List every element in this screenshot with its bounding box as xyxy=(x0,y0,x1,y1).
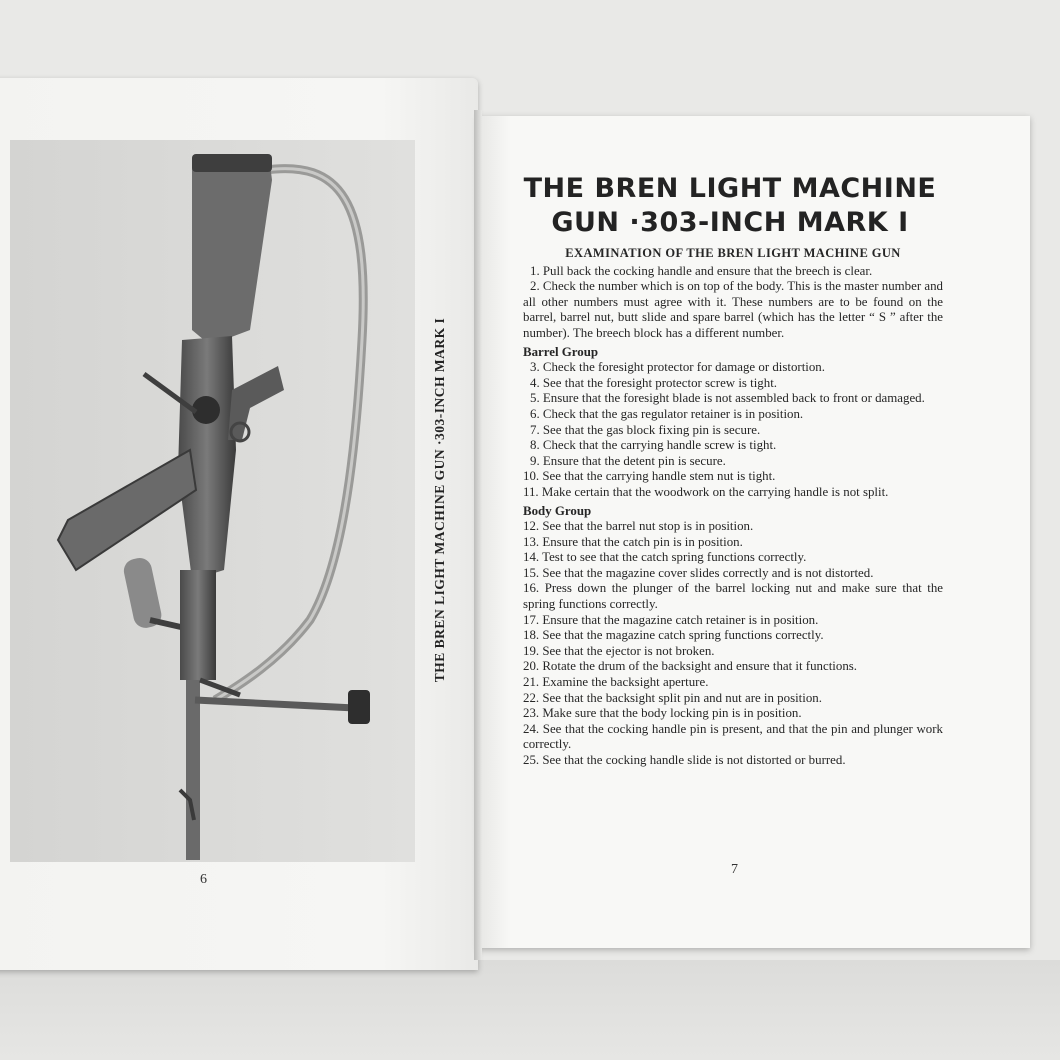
list-item: 18. See that the magazine catch spring functions correctly. xyxy=(523,628,824,643)
examination-text xyxy=(523,246,943,769)
list-item: 6. Check that the gas regulator retainer is in position. xyxy=(530,406,804,421)
list-item: 4. See that the foresight protector screw is tight. xyxy=(530,375,778,390)
title-line-2: GUN ·303-INCH MARK I xyxy=(551,207,909,238)
right-page-number: 7 xyxy=(731,862,738,877)
body-group-items xyxy=(523,519,943,769)
list-item: 8. Check that the carrying handle screw is tight. xyxy=(530,438,777,453)
list-item: 12. See that the barrel nut stop is in position. xyxy=(523,519,754,534)
barrel-group-heading: Barrel Group xyxy=(523,344,599,359)
running-head: THE BREN LIGHT MACHINE GUN ·303-INCH MARK I xyxy=(432,317,447,683)
list-item: 2. Check the number which is on top of the body. This is the master number and all other numbers must agree with it. These numbers are to be found on the barrel, barrel nut, butt slide and spare barrel (which has the letter “ S ” after the number). The breech block has a different number. xyxy=(523,279,943,340)
list-item: 14. Test to see that the catch spring functions correctly. xyxy=(523,550,807,565)
page-title xyxy=(500,172,960,240)
list-item: 7. See that the gas block fixing pin is secure. xyxy=(530,422,761,437)
book-gutter xyxy=(474,110,482,960)
list-item: 19. See that the ejector is not broken. xyxy=(523,643,715,658)
list-item: 13. Ensure that the catch pin is in position. xyxy=(523,534,743,549)
left-page-number: 6 xyxy=(200,872,207,887)
list-item: 20. Rotate the drum of the backsight and ensure that it functions. xyxy=(523,659,858,674)
list-item: 23. Make sure that the body locking pin is in position. xyxy=(523,706,802,721)
list-item: 21. Examine the backsight aperture. xyxy=(523,675,709,690)
list-item: 17. Ensure that the magazine catch retainer is in position. xyxy=(523,612,819,627)
list-item: 5. Ensure that the foresight blade is not assembled back to front or damaged. xyxy=(530,391,925,406)
list-item: 11. Make certain that the woodwork on the carrying handle is not split. xyxy=(523,484,889,499)
list-item: 24. See that the cocking handle pin is present, and that the pin and plunger work correctly. xyxy=(523,721,943,752)
title-line-1: THE BREN LIGHT MACHINE xyxy=(523,173,937,204)
barrel-group-items xyxy=(523,360,943,500)
list-item: 25. See that the cocking handle slide is not distorted or burred. xyxy=(523,753,846,767)
list-item: 1. Pull back the cocking handle and ensure that the breech is clear. xyxy=(530,263,873,278)
list-item: 10. See that the carrying handle stem nut is tight. xyxy=(523,469,776,484)
list-item: 9. Ensure that the detent pin is secure. xyxy=(530,453,726,468)
body-group-heading: Body Group xyxy=(523,503,592,518)
list-item: 3. Check the foresight protector for damage or distortion. xyxy=(530,360,825,375)
list-item: 16. Press down the plunger of the barrel locking nut and make sure that the spring functions correctly. xyxy=(523,581,943,612)
list-item: 22. See that the backsight split pin and nut are in position. xyxy=(523,690,822,705)
list-item: 15. See that the magazine cover slides correctly and is not distorted. xyxy=(523,565,874,580)
section-heading: EXAMINATION OF THE BREN LIGHT MACHINE GUN xyxy=(565,246,901,260)
table-surface xyxy=(0,960,1060,1060)
bren-gun-photograph xyxy=(10,140,415,862)
intro-items xyxy=(523,264,943,342)
